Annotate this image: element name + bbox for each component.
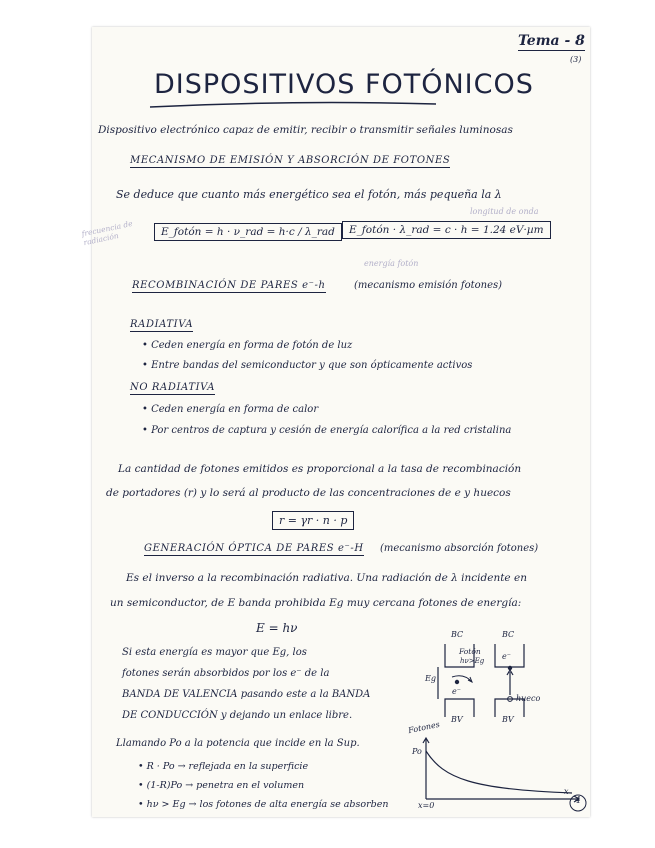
recombinacion-paragraph-2: de portadores (r) y lo será al producto de las concentraciones de e y huecos <box>106 487 511 499</box>
band-electron-right: e⁻ <box>502 652 511 661</box>
generacion-bullet-3: • hν > Eg → los fotones de alta energía se absorben <box>138 799 389 810</box>
section-recombinacion-heading: RECOMBINACIÓN DE PARES e⁻-h <box>132 280 326 291</box>
equation-e-hv: E = hν <box>256 621 298 635</box>
band-electron-left: e⁻ <box>452 687 461 696</box>
section-emision-line1: Se deduce que cuanto más energético sea el fotón, más pequeña la λ <box>116 188 502 201</box>
graph-x0-label: x=0 <box>418 801 435 810</box>
photon-decay-graph <box>92 27 590 817</box>
note-frecuencia: frecuencia de radiación <box>80 218 134 248</box>
radiativa-bullet-2: • Entre bandas del semiconductor y que son ópticamente activos <box>142 360 473 371</box>
note-longitud-onda: longitud de onda <box>470 207 539 216</box>
generacion-para-1: Si esta energía es mayor que Eg, los <box>122 647 307 658</box>
no-radiativa-bullet-1: • Ceden energía en forma de calor <box>142 404 319 415</box>
page-number: 4 <box>575 796 581 806</box>
recombinacion-paragraph-1: La cantidad de fotones emitidos es proporcional a la tasa de recombinación <box>118 463 522 475</box>
notebook-page <box>80 27 590 817</box>
band-bv-right: BV <box>502 715 514 724</box>
graph-po-label: Po <box>412 747 422 756</box>
radiativa-bullet-1: • Ceden energía en forma de fotón de luz <box>142 340 353 351</box>
generacion-line-2: un semiconductor, de E banda prohibida Eg muy cercana fotones de energía: <box>110 597 522 609</box>
section-generacion-note: (mecanismo absorción fotones) <box>380 543 539 554</box>
generacion-bullet-2: • (1-R)Po → penetra en el volumen <box>138 780 305 791</box>
graph-x-axis-label: x <box>564 787 569 796</box>
graph-ylabel: Fotones <box>407 719 441 736</box>
generacion-bullet-1: • R · Po → reflejada en la superficie <box>138 761 309 772</box>
radiativa-heading: RADIATIVA <box>130 319 194 330</box>
generacion-para-3: BANDA DE VALENCIA pasando este a la BANDA <box>122 689 371 700</box>
generacion-para-5: Llamando Po a la potencia que incide en la Sup. <box>116 738 360 749</box>
band-bc-right: BC <box>502 630 515 639</box>
band-bv-left: BV <box>451 715 463 724</box>
formula-producto: E_fotón · λ_rad = c · h = 1.24 eV·µm <box>342 221 551 239</box>
band-hueco-label: hueco <box>516 694 541 703</box>
band-eg-label: Eg <box>425 674 436 683</box>
band-hv-label: hν>Eg <box>460 657 485 665</box>
section-generacion-heading: GENERACIÓN ÓPTICA DE PARES e⁻-H <box>144 543 364 554</box>
generacion-para-2: fotones serán absorbidos por los e⁻ de la <box>122 668 330 679</box>
formula-tasa-recombinacion: r = γr · n · p <box>272 511 354 530</box>
no-radiativa-heading: NO RADIATIVA <box>130 382 216 393</box>
section-emision-heading: MECANISMO DE EMISIÓN Y ABSORCIÓN DE FOTONES <box>130 155 451 166</box>
note-energia-foton: energía fotón <box>364 259 419 268</box>
page-title: DISPOSITIVOS FOTÓNICOS <box>154 69 534 100</box>
formula-energia-foton: E_fotón = h · ν_rad = h·c / λ_rad <box>154 223 342 241</box>
band-bc-left: BC <box>451 630 464 639</box>
generacion-line-1: Es el inverso a la recombinación radiativa. Una radiación de λ incidente en <box>126 572 527 584</box>
tema-label: Tema - 8 <box>518 33 585 49</box>
intro-text: Dispositivo electrónico capaz de emitir, recibir o transmitir señales luminosas <box>98 124 513 136</box>
no-radiativa-bullet-2: • Por centros de captura y cesión de energía calorífica a la red cristalina <box>142 425 512 436</box>
generacion-para-4: DE CONDUCCIÓN y dejando un enlace libre. <box>122 710 353 721</box>
band-foton-label: Fotón <box>459 647 481 656</box>
page-reference: (3) <box>570 55 582 64</box>
section-recombinacion-note: (mecanismo emisión fotones) <box>354 280 503 291</box>
